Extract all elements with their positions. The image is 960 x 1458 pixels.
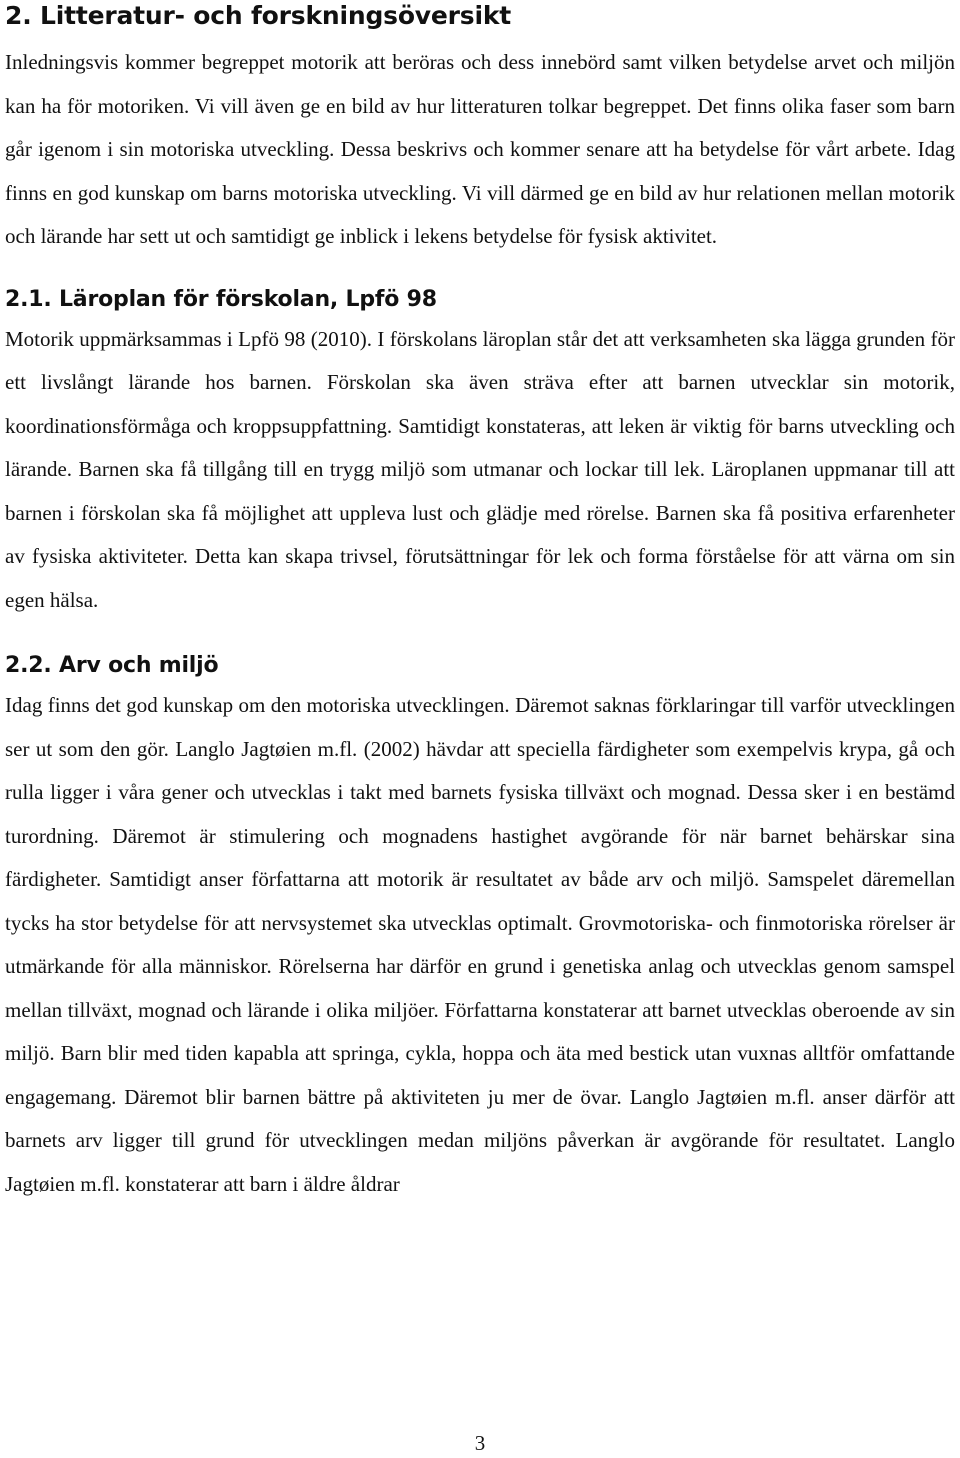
section-heading-arv-och-miljo: 2.2. Arv och miljö (5, 653, 219, 678)
arv-paragraph: Idag finns det god kunskap om den motoriska utvecklingen. Däremot saknas förklaringar till varför utvecklingen ser ut som den gör. Langlo Jagtøien m.fl. (2002) hävdar att speciella färdigheter som exempelvis krypa, gå och rulla ligger i våra gener och utvecklas i takt med barnets fysiska tillväxt och mognad. Dessa sker i en bestämd turordning. Däremot är stimulering och mognadens hastighet avgörande för när barnet behärskar sina färdigheter. Samtidigt anser författarna att motorik är resultatet av både arv och miljö. Samspelet däremellan tycks ha stor betydelse för att nervsystemet ska utvecklas optimalt. Grovmotoriska- och finmotoriska rörelser är utmärkande för alla människor. Rörelserna har därför en grund i genetiska anlag och utvecklas genom samspel mellan tillväxt, mognad och lärande i olika miljöer. Författarna konstaterar att barnet utvecklas oberoende av sin miljö. Barn blir med tiden kapabla att springa, cykla, hoppa och äta med bestick utan vuxnas alltför omfattande engagemang. Däremot blir barnen bättre på aktiviteten ju mer de övar. Langlo Jagtøien m.fl. anser därför att barnets arv ligger till grund för utvecklingen medan miljöns påverkan är avgörande för resultatet. Langlo Jagtøien m.fl. konstaterar att barn i äldre åldrar (5, 693, 955, 1196)
main-heading: 2. Litteratur- och forskningsöversikt (5, 1, 512, 30)
section-heading-lpfo: 2.1. Läroplan för förskolan, Lpfö 98 (5, 286, 437, 312)
page-number: 3 (474, 1431, 486, 1455)
lpfo-paragraph: Motorik uppmärksammas i Lpfö 98 (2010). I förskolans läroplan står det att verksamheten ska lägga grunden för ett livslångt lärande hos barnen. Förskolan ska även sträva efter att barnen utvecklar sin motorik, koordinationsförmåga och kroppsuppfattning. Samtidigt konstateras, att leken är viktig för barns utveckling och lärande. Barnen ska få tillgång till en trygg miljö som utmanar och lockar till lek. Läroplanen uppmanar till att barnen i förskolan ska få möjlighet att uppleva lust och glädje med rörelse. Barnen ska få positiva erfarenheter av fysiska aktiviteter. Detta kan skapa trivsel, förutsättningar för lek och forma förståelse för att värna om sin egen hälsa. (5, 326, 955, 612)
document-page (5, 0, 955, 1456)
intro-paragraph: Inledningsvis kommer begreppet motorik att beröras och dess innebörd samt vilken betydelse arvet och miljön kan ha för motoriken. Vi vill även ge en bild av hur litteraturen tolkar begreppet. Det finns olika faser som barn går igenom i sin motoriska utveckling. Dessa beskrivs och kommer senare att ha betydelse för vårt arbete. Idag finns en god kunskap om barns motoriska utveckling. Vi vill därmed ge en bild av hur relationen mellan motorik och lärande har sett ut och samtidigt ge inblick i lekens betydelse för fysisk aktivitet. (5, 50, 955, 248)
